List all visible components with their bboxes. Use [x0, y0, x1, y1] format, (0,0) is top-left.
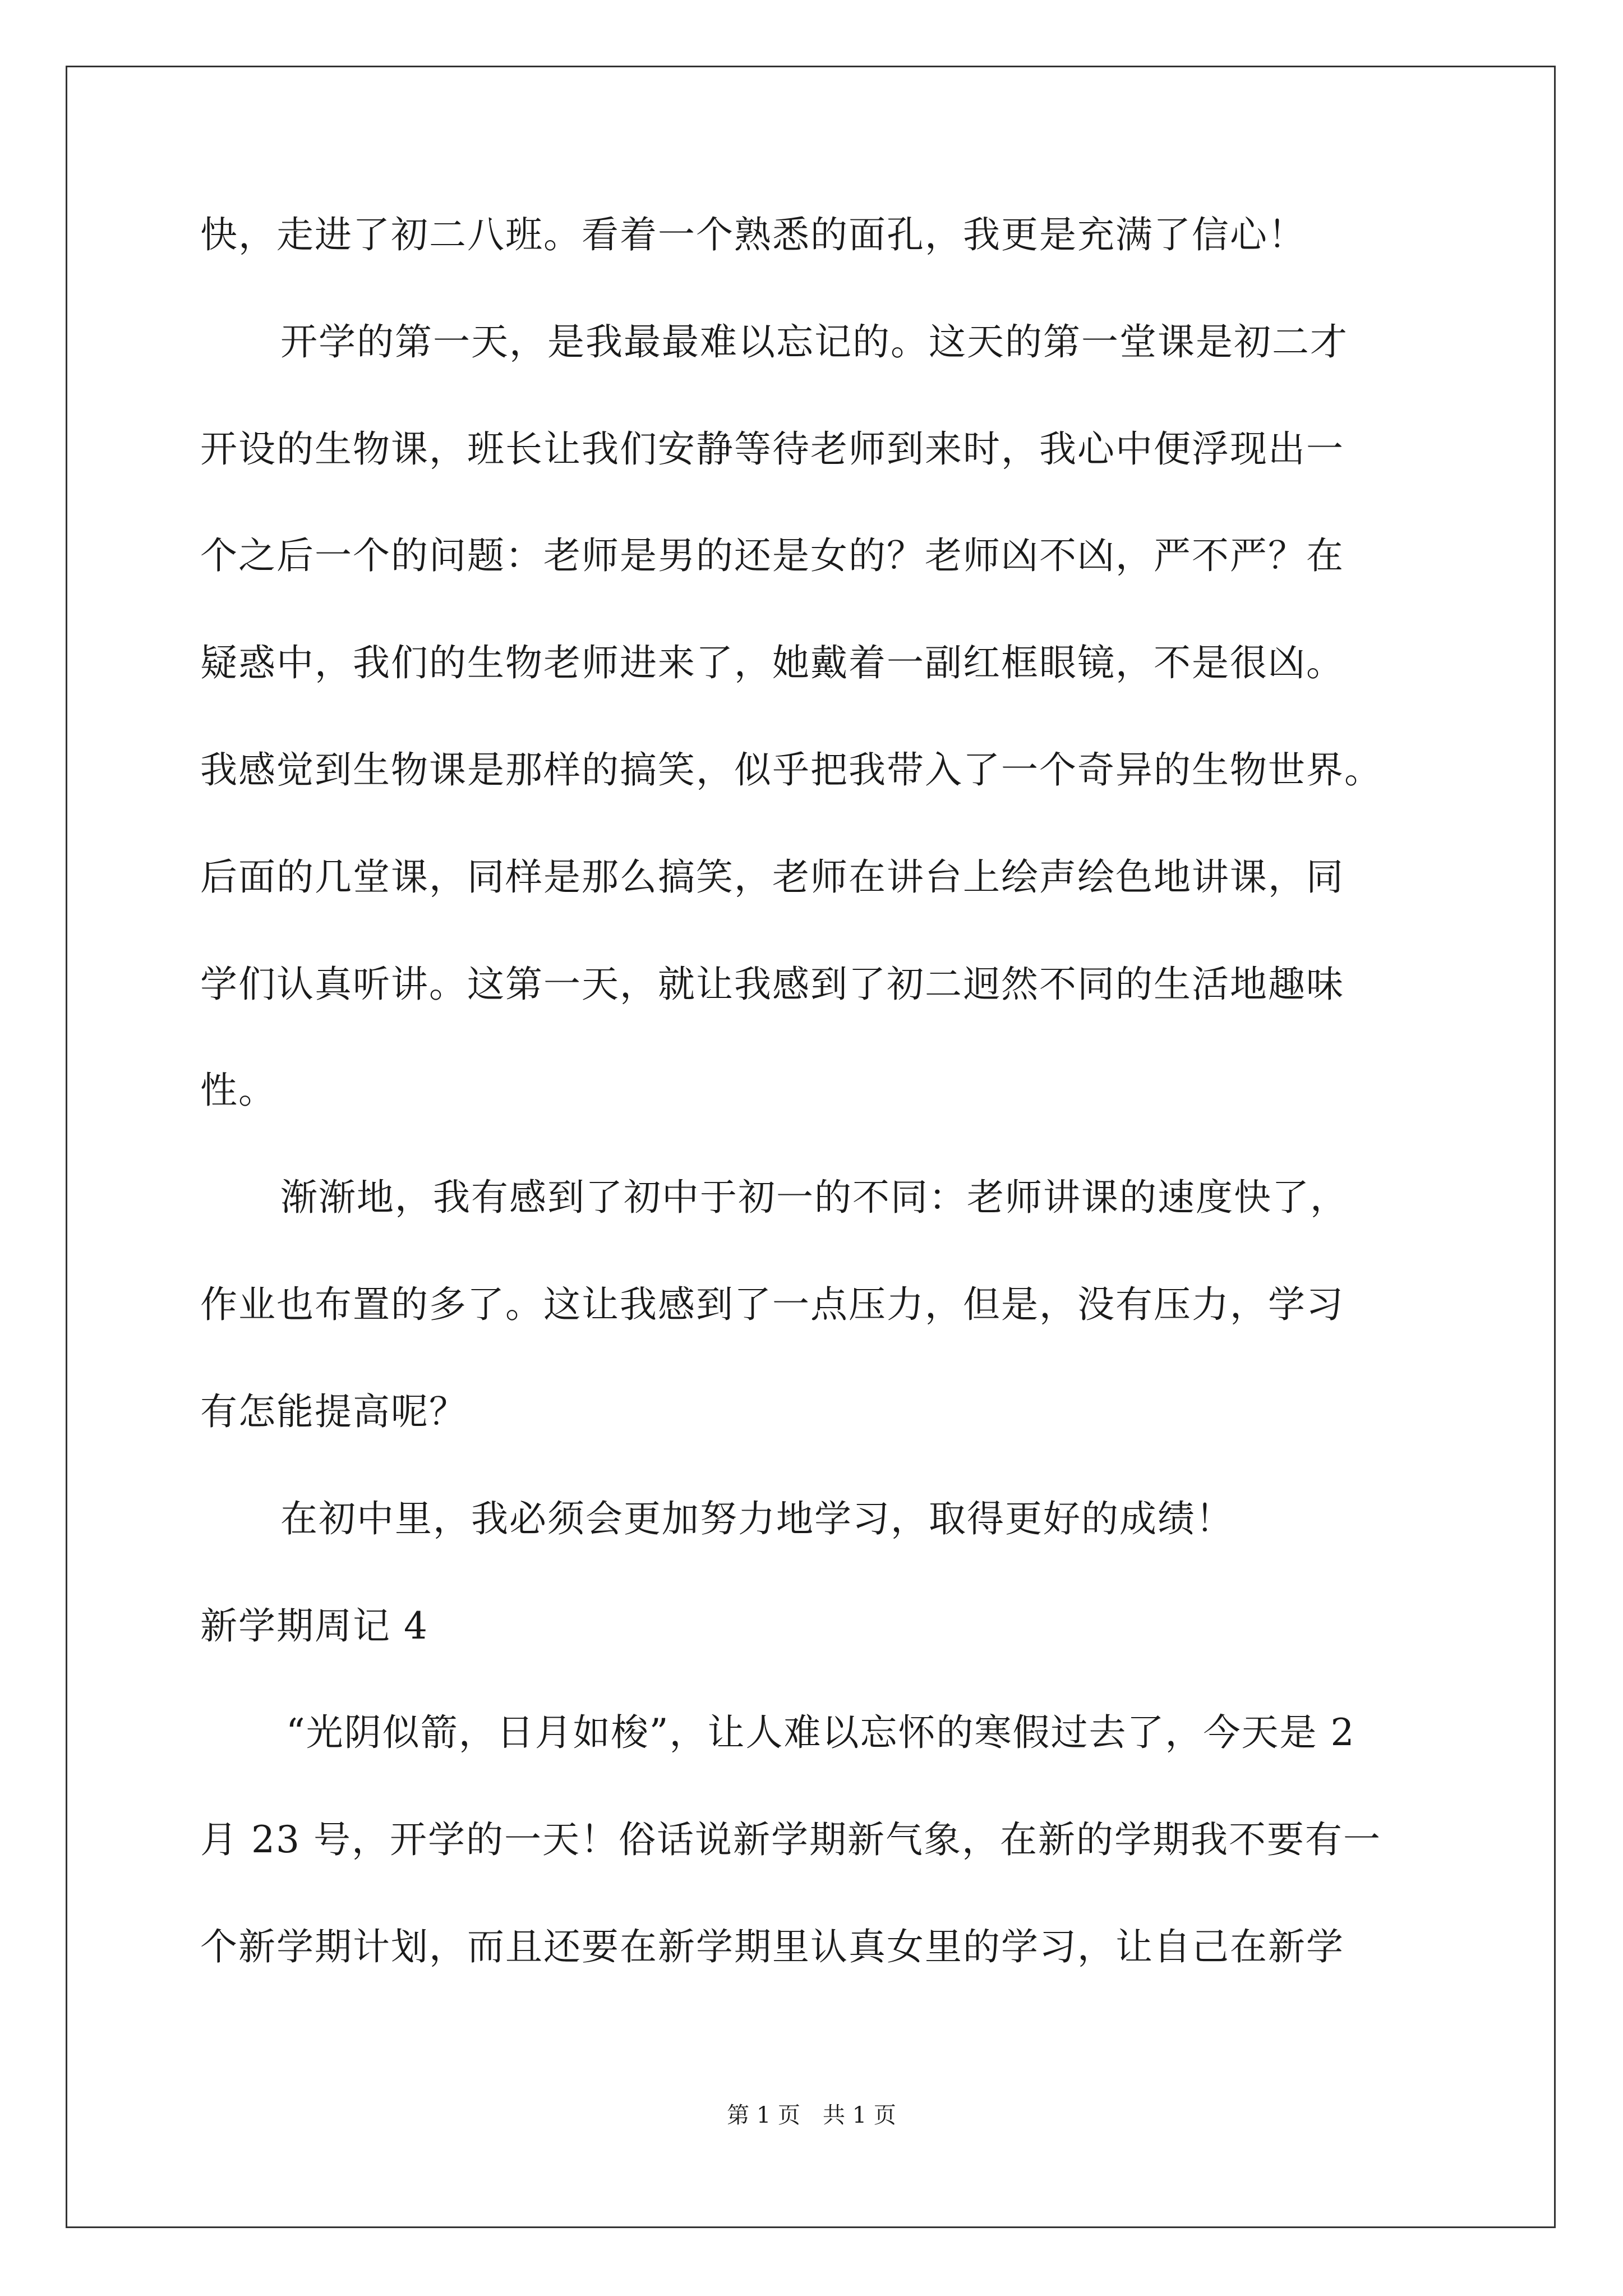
text-line: 学们认真听讲。这第一天，就让我感到了初二迥然不同的生活地趣味	[200, 963, 1344, 1006]
text-line: 快，走进了初二八班。看着一个熟悉的面孔，我更是充满了信心！	[200, 213, 1306, 256]
text-line: 性。	[200, 1069, 276, 1112]
text-line: 开设的生物课，班长让我们安静等待老师到来时，我心中便浮现出一	[200, 427, 1344, 471]
text-line: 个新学期计划，而且还要在新学期里认真女里的学习，让自己在新学	[200, 1925, 1344, 1968]
page-footer: 第 1 页 共 1 页	[727, 2102, 896, 2128]
text-line: 有怎能提高呢？	[200, 1390, 467, 1433]
text-line: “光阴似箭，日月如梭”，让人难以忘怀的寒假过去了，今天是 2	[286, 1711, 1355, 1754]
text-line: 开学的第一天，是我最最难以忘记的。这天的第一堂课是初二才	[280, 320, 1348, 364]
text-line: 作业也布置的多了。这让我感到了一点压力，但是，没有压力，学习	[200, 1283, 1344, 1326]
text-line: 渐渐地，我有感到了初中于初一的不同：老师讲课的速度快了，	[280, 1176, 1348, 1219]
text-line: 在初中里，我必须会更加努力地学习，取得更好的成绩！	[280, 1497, 1234, 1540]
text-line: 疑惑中，我们的生物老师进来了，她戴着一副红框眼镜，不是很凶。	[200, 641, 1344, 684]
text-line: 我感觉到生物课是那样的搞笑，似乎把我带入了一个奇异的生物世界。	[200, 748, 1382, 792]
text-line: 月 23 号，开学的一天！俗话说新学期新气象，在新的学期我不要有一	[200, 1818, 1381, 1861]
text-line: 后面的几堂课，同样是那么搞笑，老师在讲台上绘声绘色地讲课，同	[200, 855, 1344, 899]
section-heading: 新学期周记 4	[200, 1604, 428, 1648]
page-frame	[66, 66, 1556, 2228]
text-line: 个之后一个的问题：老师是男的还是女的？老师凶不凶，严不严？在	[200, 534, 1344, 577]
